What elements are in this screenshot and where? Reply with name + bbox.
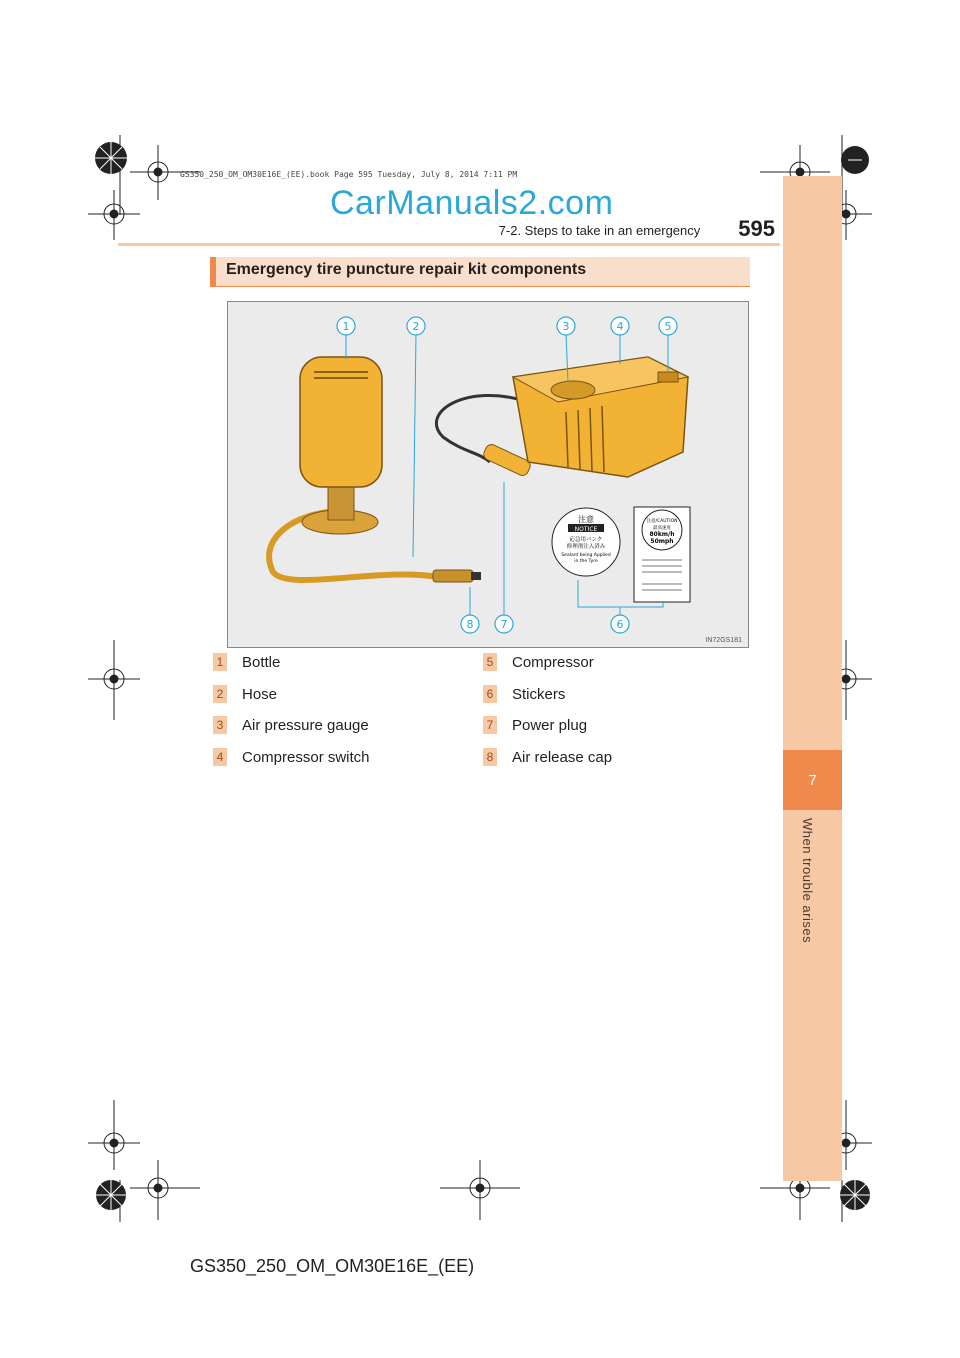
legend-item-compressor-switch <box>213 745 370 769</box>
sticker-right-line2: 最高速度 <box>653 526 671 531</box>
sticker-left-line4: 修理剤注入済み <box>566 544 606 550</box>
sticker-right-line3: 80km/h <box>649 531 675 538</box>
sticker-left-line2: NOTICE <box>574 526 598 533</box>
legend-number: 1 <box>213 653 227 671</box>
legend-number: 2 <box>213 685 227 703</box>
sticker-right-line1: 注意/CAUTION <box>646 519 678 524</box>
callout-5: 5 <box>664 320 672 333</box>
chapter-title-text: When trouble arises <box>800 818 815 944</box>
legend-label: Stickers <box>512 685 566 703</box>
nozzle-tip <box>471 572 481 580</box>
legend-item-compressor <box>483 650 594 674</box>
legend-item-air-pressure-gauge <box>213 713 369 737</box>
legend-label: Bottle <box>242 653 281 671</box>
page-header <box>300 212 775 242</box>
legend-label: Air release cap <box>512 748 613 766</box>
legend-item-hose <box>213 682 277 706</box>
power-cord <box>436 395 528 462</box>
compressor-switch-shape <box>658 372 678 382</box>
sticker-left-line1: 注意 <box>578 515 594 524</box>
chapter-number: 7 <box>783 750 842 810</box>
legend-label: Hose <box>242 685 278 703</box>
legend-item-bottle <box>213 650 280 674</box>
legend-number: 4 <box>213 748 227 766</box>
figure-code: IN72GS181 <box>705 637 742 644</box>
legend-label: Compressor switch <box>242 748 370 766</box>
legend-item-stickers <box>483 682 565 706</box>
sticker-right-line4: 50mph <box>650 538 674 545</box>
component-legend <box>213 650 713 780</box>
callout-8: 8 <box>466 618 474 631</box>
page-number: 595 <box>738 216 775 241</box>
running-section-title: 7-2. Steps to take in an emergency <box>498 223 701 238</box>
callout-7: 7 <box>500 618 508 631</box>
bottle-shape <box>300 357 382 487</box>
callout-2: 2 <box>412 320 420 333</box>
header-rule <box>118 243 780 246</box>
footer-model-code: GS350_250_OM_OM30E16E_(EE) <box>190 1256 475 1276</box>
legend-number: 8 <box>483 748 497 766</box>
section-heading <box>210 257 750 287</box>
legend-number: 3 <box>213 716 227 734</box>
release-cap-shape <box>433 570 473 582</box>
chapter-title <box>800 818 824 1078</box>
legend-item-power-plug <box>483 713 587 737</box>
sticker-left-line3: 応急用パンク <box>569 537 603 543</box>
callout-6: 6 <box>616 618 624 631</box>
callout-3: 3 <box>562 320 570 333</box>
section-heading-text: Emergency tire puncture repair kit components <box>226 261 587 278</box>
book-info-line: GS350_250_OM_OM30E16E_(EE).book Page 595 Tuesday, July 8, 2014 7:11 PM <box>180 170 518 179</box>
legend-label: Power plug <box>512 716 588 734</box>
callout-4: 4 <box>616 320 624 333</box>
legend-label: Air pressure gauge <box>242 716 369 734</box>
kit-drawing <box>228 302 748 647</box>
legend-item-air-release-cap <box>483 745 612 769</box>
pressure-gauge-shape <box>551 381 595 399</box>
legend-label: Compressor <box>512 653 594 671</box>
legend-number: 5 <box>483 653 497 671</box>
callout-1: 1 <box>342 320 350 333</box>
legend-number: 7 <box>483 716 497 734</box>
watermark-text: CarManuals2.com <box>330 184 614 222</box>
sticker-left-line6: in the Tyre <box>574 559 598 564</box>
repair-kit-illustration <box>227 301 749 648</box>
power-plug-shape <box>482 443 532 478</box>
sticker-left-line5: Sealant being Applied <box>561 553 611 558</box>
legend-number: 6 <box>483 685 497 703</box>
